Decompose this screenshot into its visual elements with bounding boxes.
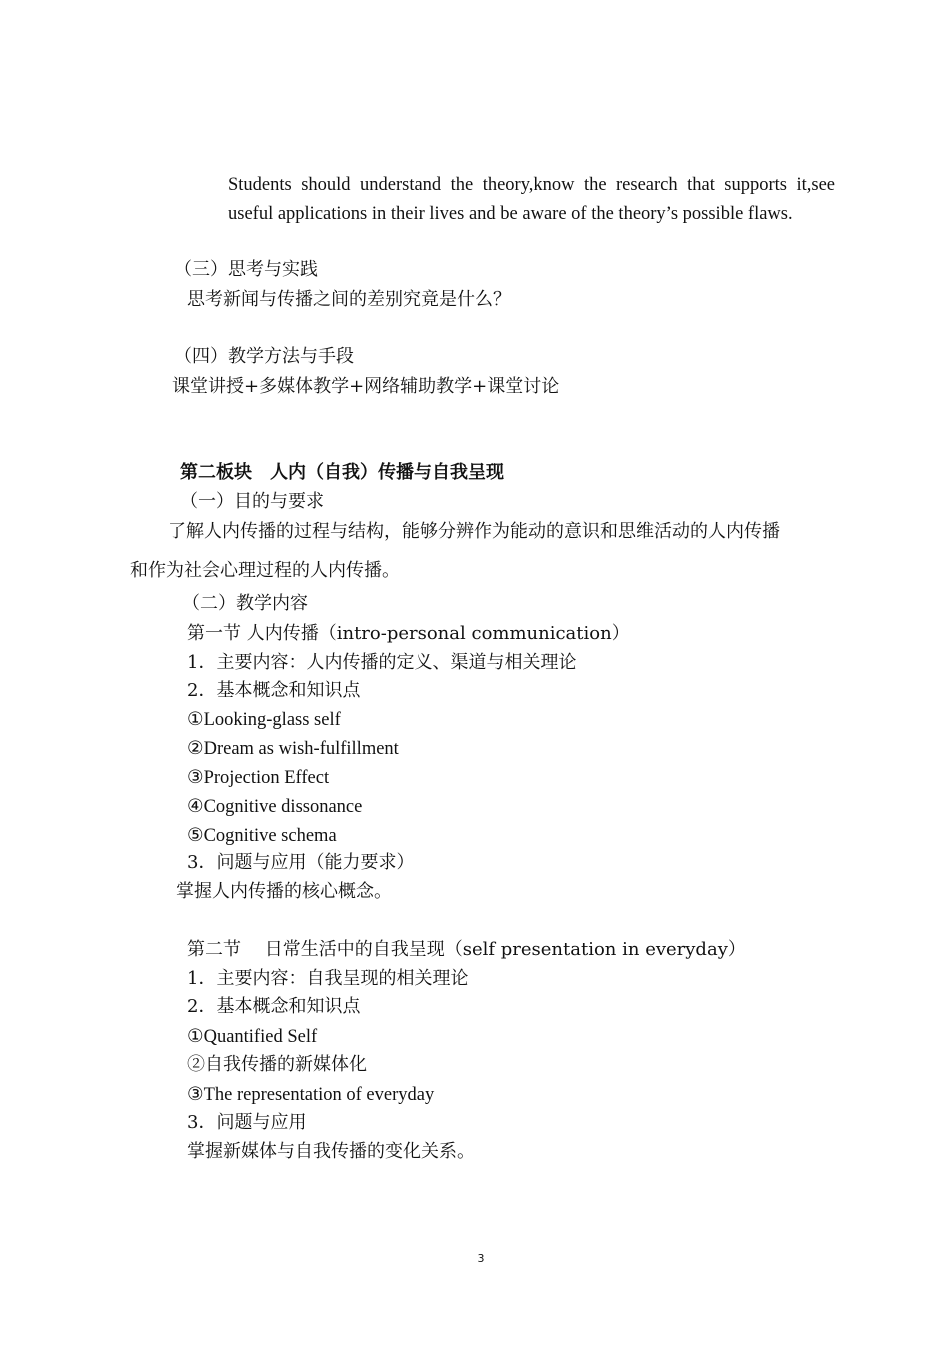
section1-application: 掌握人内传播的核心概念。 xyxy=(176,881,392,902)
goal-heading: （一）目的与要求 xyxy=(180,491,324,512)
section2-main-content: 1．主要内容：自我呈现的相关理论 xyxy=(187,968,469,989)
section2-concept: ③The representation of everyday xyxy=(187,1085,435,1105)
section1-application-heading: 3．问题与应用（能力要求） xyxy=(187,852,415,873)
section1-concept: ④Cognitive dissonance xyxy=(187,797,363,817)
section2-concepts-heading: 2．基本概念和知识点 xyxy=(187,996,361,1017)
section1-concept: ⑤Cognitive schema xyxy=(187,826,337,846)
section1-concept: ②Dream as wish-fulfillment xyxy=(187,739,399,759)
section1-main-content: 1．主要内容：人内传播的定义、渠道与相关理论 xyxy=(187,652,577,673)
content-heading: （二）教学内容 xyxy=(182,593,308,614)
section1-concept: ③Projection Effect xyxy=(187,768,330,788)
module-title: 第二板块 人内（自我）传播与自我呈现 xyxy=(180,462,504,483)
section1-title: 第一节 人内传播（intro-personal communication） xyxy=(187,623,630,644)
section2-application: 掌握新媒体与自我传播的变化关系。 xyxy=(187,1141,475,1162)
section-heading-think: （三）思考与实践 xyxy=(174,259,318,280)
goal-line-1: 了解人内传播的过程与结构，能够分辨作为能动的意识和思维活动的人内传播 xyxy=(168,521,780,542)
section-body-think: 思考新闻与传播之间的差别究竟是什么？ xyxy=(187,289,511,310)
objective-line-1: Students should understand the theory,know the research that supports it,see xyxy=(228,175,835,195)
section-heading-methods: （四）教学方法与手段 xyxy=(174,346,354,367)
goal-line-2: 和作为社会心理过程的人内传播。 xyxy=(130,560,400,581)
section1-concepts-heading: 2．基本概念和知识点 xyxy=(187,680,361,701)
section-body-methods: 课堂讲授+多媒体教学+网络辅助教学+课堂讨论 xyxy=(172,376,560,397)
section2-concept: ②自我传播的新媒体化 xyxy=(187,1054,367,1075)
section2-application-heading: 3．问题与应用 xyxy=(187,1112,307,1133)
section1-concept: ①Looking-glass self xyxy=(187,710,341,730)
section2-concept: ①Quantified Self xyxy=(187,1027,318,1047)
section2-title: 第二节 日常生活中的自我呈现（self presentation in everyday） xyxy=(187,939,746,960)
objective-line-2: useful applications in their lives and be aware of the theory’s possible flaws. xyxy=(228,204,793,224)
page-number: 3 xyxy=(477,1252,485,1265)
